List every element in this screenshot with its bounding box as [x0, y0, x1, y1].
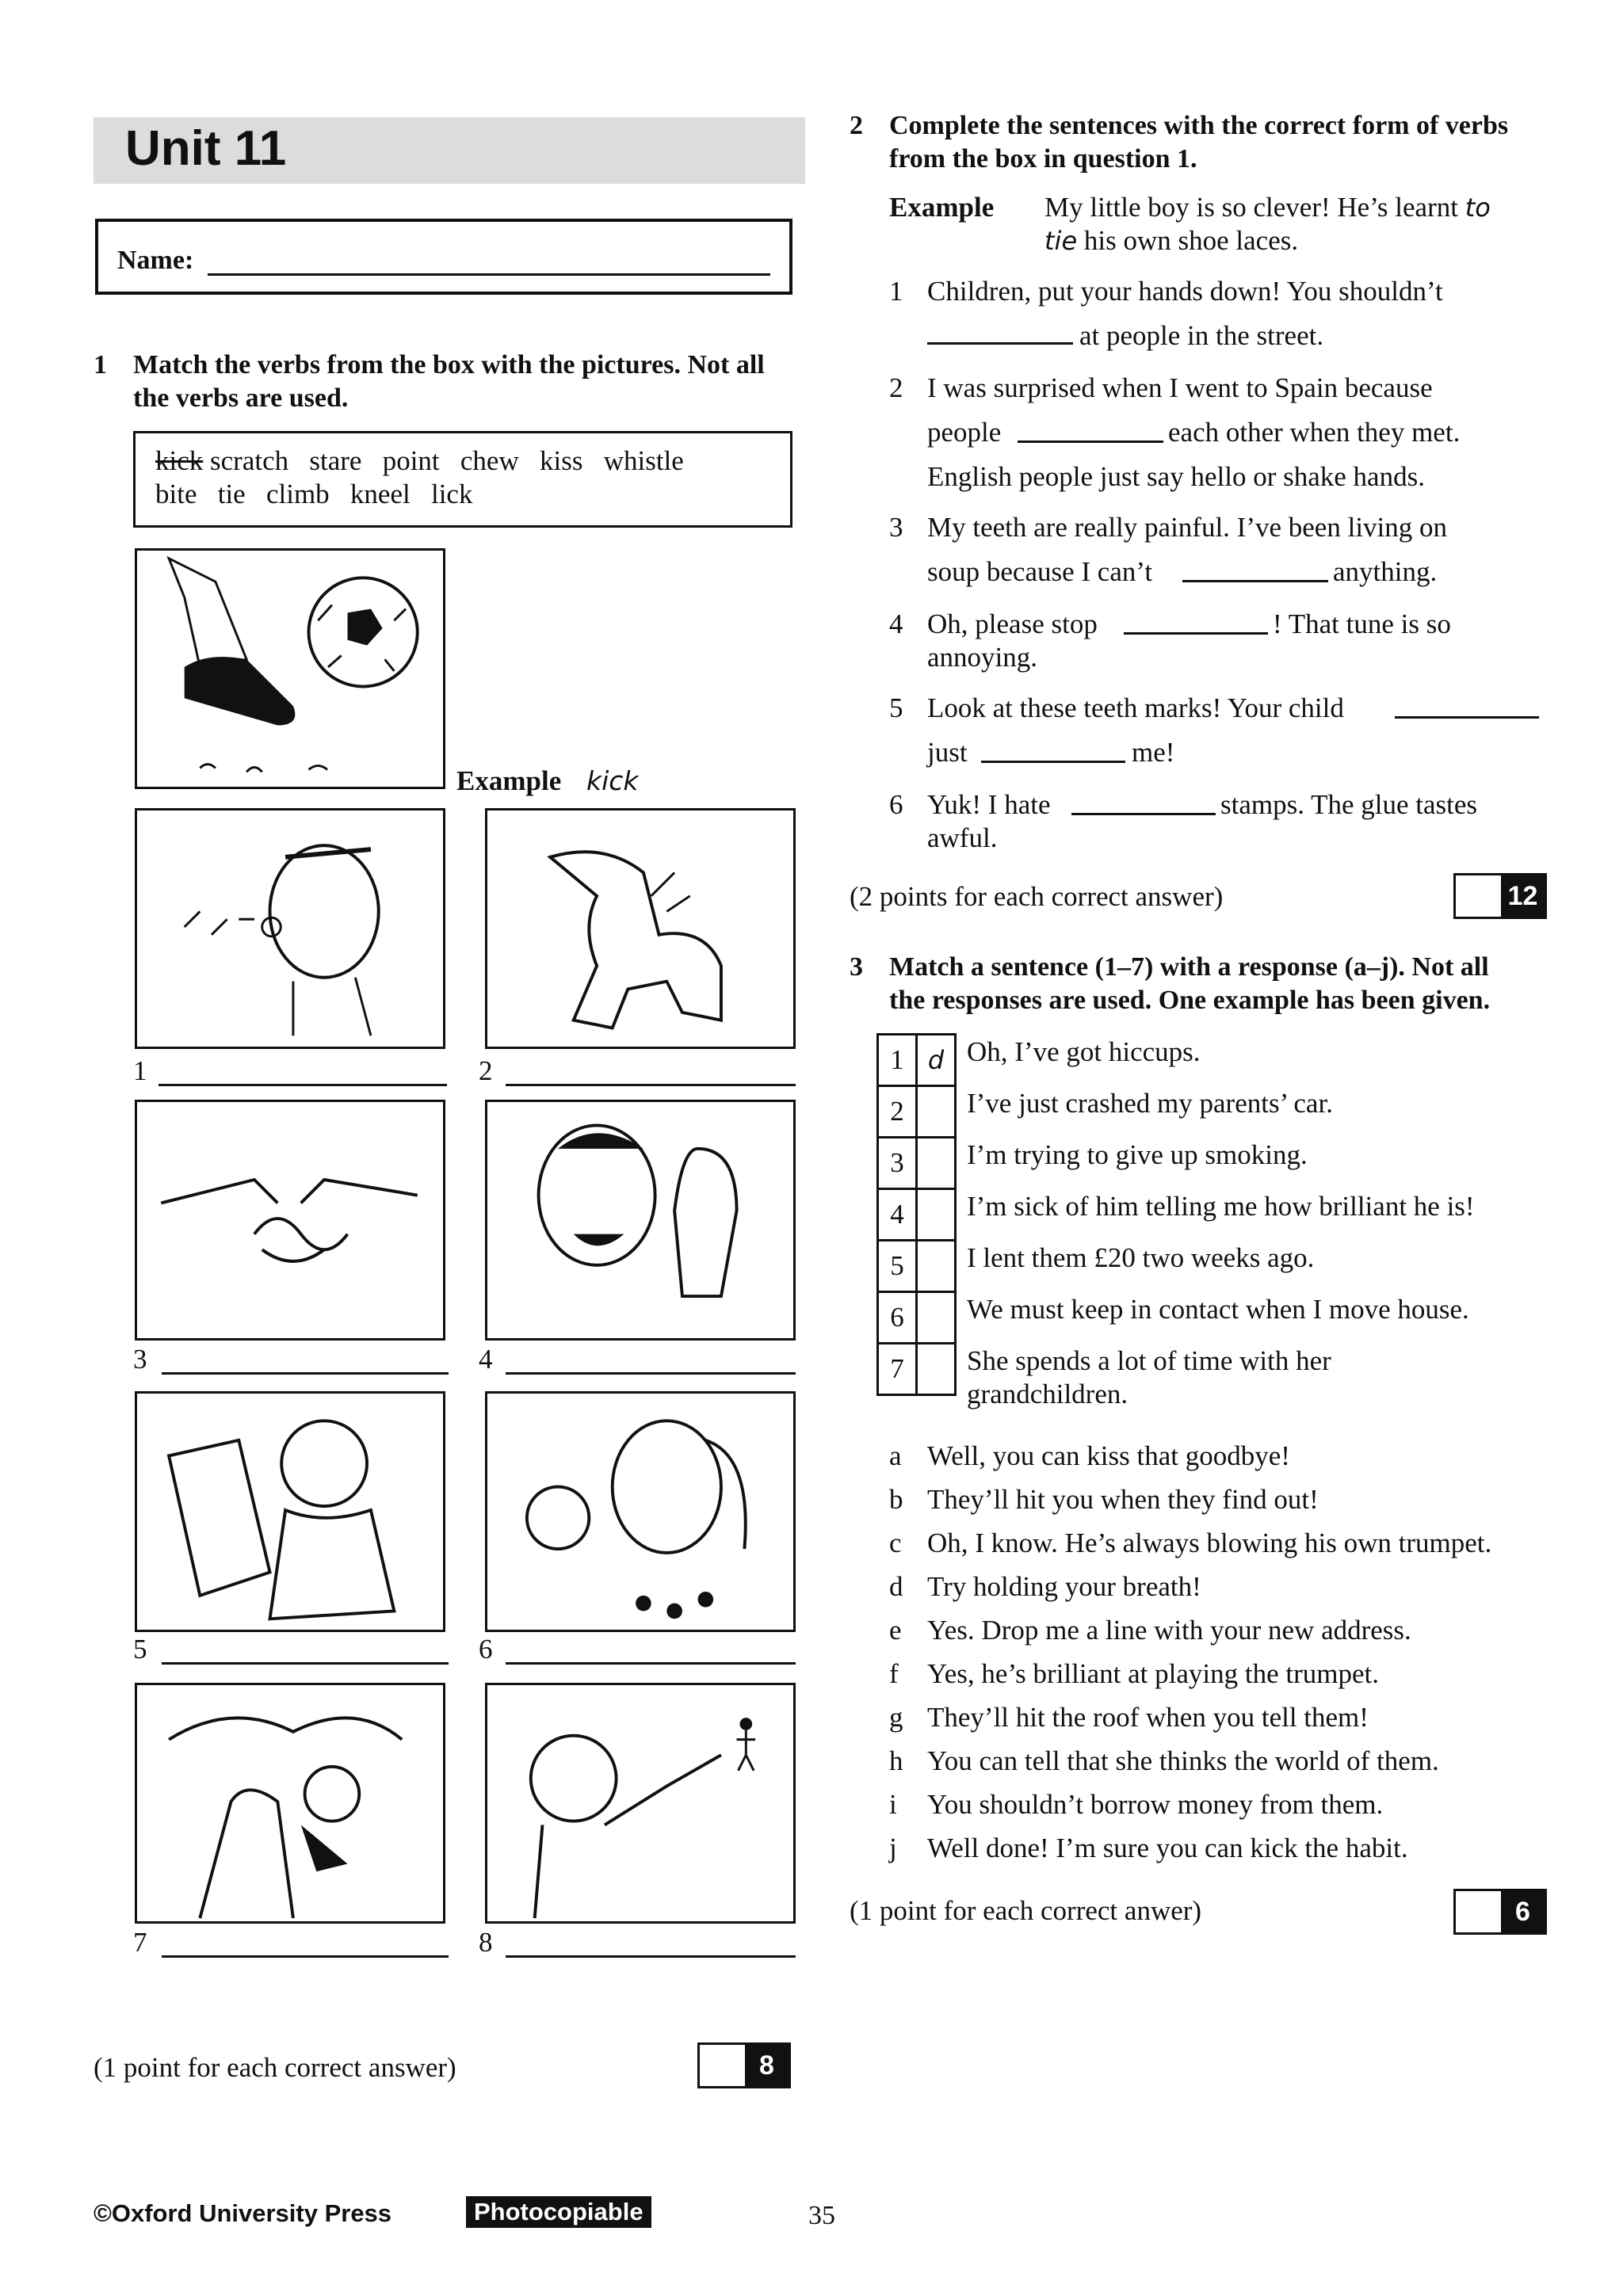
q2-s2-blank[interactable]: [1018, 441, 1163, 443]
sentence-4: I’m sick of him telling me how brilliant he is!: [967, 1191, 1475, 1222]
q1-score: 8: [745, 2045, 789, 2086]
sentence-5: I lent them £20 two weeks ago.: [967, 1242, 1315, 1273]
q1-item-6-label: 6: [479, 1634, 493, 1665]
row-number: 4: [878, 1189, 917, 1241]
q2-example-hand-2: tie: [1044, 226, 1078, 256]
match-row: [878, 1189, 956, 1241]
q1-item-2-label: 2: [479, 1055, 493, 1086]
q1-answer-6[interactable]: [506, 1662, 796, 1665]
kick-illustration: [137, 551, 443, 787]
row-number: 1: [878, 1035, 917, 1086]
q2-s3-line-2a: soup because I can’t: [927, 556, 1153, 587]
row-answer[interactable]: [917, 1086, 956, 1138]
response-text: Try holding your breath!: [927, 1571, 1201, 1602]
q2-s1-line-2: at people in the street.: [1079, 320, 1324, 351]
picture-2: [485, 808, 796, 1049]
row-answer[interactable]: [917, 1241, 956, 1292]
q2-s4-line-2: annoying.: [927, 642, 1038, 673]
q1-answer-7[interactable]: [162, 1955, 449, 1958]
response-text: You can tell that she thinks the world of them.: [927, 1745, 1439, 1776]
q2-example-label: Example: [889, 192, 995, 223]
q2-s4-num: 4: [889, 608, 903, 639]
q2-s2-line-3: English people just say hello or shake hands.: [927, 461, 1425, 492]
match-row: [878, 1241, 956, 1292]
q2-example-hand-1: to: [1465, 193, 1491, 223]
response-text: They’ll hit you when they find out!: [927, 1484, 1319, 1515]
q1-item-5-label: 5: [133, 1634, 147, 1665]
name-field[interactable]: [208, 273, 770, 276]
row-number: 6: [878, 1292, 917, 1344]
q2-s6-num: 6: [889, 789, 903, 820]
q1-answer-4[interactable]: [506, 1372, 796, 1375]
q2-instruction-2: from the box in question 1.: [889, 144, 1197, 174]
name-box: [95, 219, 792, 295]
q2-s1-blank[interactable]: [927, 342, 1073, 345]
response-text: Yes. Drop me a line with your new address.: [927, 1615, 1411, 1646]
response-letter: g: [889, 1702, 903, 1733]
q3-score: 6: [1501, 1891, 1545, 1932]
sentence-3: I’m trying to give up smoking.: [967, 1139, 1308, 1170]
match-row: [878, 1086, 956, 1138]
picture-7: [135, 1683, 445, 1924]
q1-item-1-label: 1: [133, 1055, 147, 1086]
q2-s3-num: 3: [889, 512, 903, 543]
sentence-6: We must keep in contact when I move house.: [967, 1294, 1469, 1325]
row-number: 7: [878, 1344, 917, 1395]
match-row: [878, 1138, 956, 1189]
picture-6: [485, 1391, 796, 1632]
q1-answer-8[interactable]: [506, 1955, 796, 1958]
response-letter: c: [889, 1527, 902, 1558]
q2-s3-line-1: My teeth are really painful. I’ve been living on: [927, 512, 1448, 543]
picture-4: [485, 1100, 796, 1341]
row-answer[interactable]: [917, 1344, 956, 1395]
q2-s5-line-2b: me!: [1132, 737, 1175, 768]
response-letter: a: [889, 1440, 902, 1471]
q2-s1-line-1: Children, put your hands down! You shouldn’t: [927, 276, 1443, 307]
q1-answer-2[interactable]: [506, 1084, 796, 1086]
q2-score: 12: [1501, 875, 1545, 917]
response-letter: e: [889, 1615, 902, 1646]
example-picture-kick: [135, 548, 445, 789]
sentence-7: She spends a lot of time with her: [967, 1345, 1331, 1376]
picture-1: [135, 808, 445, 1049]
q1-example-answer: kick: [586, 765, 639, 796]
q1-item-4-label: 4: [479, 1344, 493, 1375]
q2-s5-blank-1[interactable]: [1395, 716, 1539, 719]
row-answer[interactable]: [917, 1189, 956, 1241]
name-label: Name:: [117, 246, 194, 275]
q2-s1-num: 1: [889, 276, 903, 307]
q2-example-line-2: [1044, 223, 1298, 258]
q1-item-7-label: 7: [133, 1927, 147, 1958]
q2-number: 2: [850, 111, 863, 140]
row-answer[interactable]: [917, 1292, 956, 1344]
q3-instruction-1: Match a sentence (1–7) with a response (a–j). Not all: [889, 952, 1489, 982]
q2-s4-line-1a: Oh, please stop: [927, 608, 1098, 639]
q1-item-8-label: 8: [479, 1927, 493, 1958]
response-text: You shouldn’t borrow money from them.: [927, 1789, 1384, 1820]
q1-number: 1: [94, 350, 107, 379]
q1-example-label: Example: [456, 765, 562, 796]
response-letter: h: [889, 1745, 903, 1776]
unit-title: Unit 11: [125, 121, 287, 176]
match-row: [878, 1344, 956, 1395]
footer-photocopiable: Photocopiable: [466, 2196, 651, 2228]
q2-s6-line-2: awful.: [927, 822, 998, 853]
response-letter: f: [889, 1658, 899, 1689]
q2-s6-line-1a: Yuk! I hate: [927, 789, 1051, 820]
response-text: Yes, he’s brilliant at playing the trumpet.: [927, 1658, 1379, 1689]
q2-s4-line-1b: ! That tune is so: [1273, 608, 1451, 639]
match-table: [876, 1033, 957, 1396]
row-number: 3: [878, 1138, 917, 1189]
response-letter: j: [889, 1833, 897, 1863]
sentence-7-cont: grandchildren.: [967, 1379, 1128, 1409]
q1-points: (1 point for each correct answer): [94, 2052, 456, 2083]
footer-copyright: ©Oxford University Press: [94, 2199, 392, 2227]
response-letter: i: [889, 1789, 897, 1820]
picture-5: [135, 1391, 445, 1632]
response-text: They’ll hit the roof when you tell them!: [927, 1702, 1369, 1733]
q2-example-text-1: My little boy is so clever! He’s learnt: [1044, 192, 1458, 223]
verb-list-2: bite tie climb kneel lick: [155, 479, 473, 509]
q2-s2-num: 2: [889, 372, 903, 403]
q1-item-3-label: 3: [133, 1344, 147, 1375]
q2-s2-line-2a: people: [927, 417, 1002, 448]
match-row: [878, 1292, 956, 1344]
q2-example-text-2: his own shoe laces.: [1083, 225, 1299, 256]
q2-s4-blank[interactable]: [1124, 632, 1268, 635]
verb-line-1: [155, 445, 684, 477]
response-letter: d: [889, 1571, 903, 1602]
q2-s5-blank-2[interactable]: [981, 761, 1125, 763]
response-letter: b: [889, 1484, 903, 1515]
q2-s6-line-1b: stamps. The glue tastes: [1220, 789, 1478, 820]
q2-s2-line-2b: each other when they met.: [1168, 417, 1461, 448]
row-number: 5: [878, 1241, 917, 1292]
row-answer[interactable]: [917, 1138, 956, 1189]
picture-3: [135, 1100, 445, 1341]
response-text: Well, you can kiss that goodbye!: [927, 1440, 1290, 1471]
q2-points: (2 points for each correct answer): [850, 881, 1224, 912]
q2-s5-line-2a: just: [927, 737, 968, 768]
q2-s3-blank[interactable]: [1182, 580, 1328, 582]
sentence-1: Oh, I’ve got hiccups.: [967, 1036, 1201, 1067]
response-text: Well done! I’m sure you can kick the habit.: [927, 1833, 1408, 1863]
q2-s2-line-1: I was surprised when I went to Spain because: [927, 372, 1433, 403]
q2-instruction-1: Complete the sentences with the correct form of verbs: [889, 111, 1509, 140]
q3-points: (1 point for each correct anwer): [850, 1895, 1202, 1926]
q1-instruction-2: the verbs are used.: [133, 383, 349, 413]
page-number: 35: [808, 2201, 835, 2230]
q1-answer-5[interactable]: [162, 1662, 449, 1665]
match-row: [878, 1035, 956, 1086]
q3-instruction-2: the responses are used. One example has been given.: [889, 986, 1491, 1015]
q1-answer-1[interactable]: [158, 1084, 447, 1086]
picture-8: [485, 1683, 796, 1924]
response-text: Oh, I know. He’s always blowing his own trumpet.: [927, 1527, 1492, 1558]
row-number: 2: [878, 1086, 917, 1138]
q2-s5-num: 5: [889, 692, 903, 723]
q2-s6-blank[interactable]: [1071, 813, 1216, 815]
q1-answer-3[interactable]: [162, 1372, 449, 1375]
q2-s3-line-2b: anything.: [1333, 556, 1438, 587]
q3-number: 3: [850, 952, 863, 982]
sentence-2: I’ve just crashed my parents’ car.: [967, 1088, 1333, 1119]
row-answer[interactable]: d: [917, 1035, 956, 1086]
verb-list-1: scratch stare point chew kiss whistle: [210, 445, 684, 476]
verb-struck: kick: [155, 445, 204, 476]
q2-s5-line-1: Look at these teeth marks! Your child: [927, 692, 1344, 723]
q2-example-line-1: [1044, 190, 1491, 225]
q1-instruction-1: Match the verbs from the box with the pictures. Not all: [133, 350, 765, 379]
